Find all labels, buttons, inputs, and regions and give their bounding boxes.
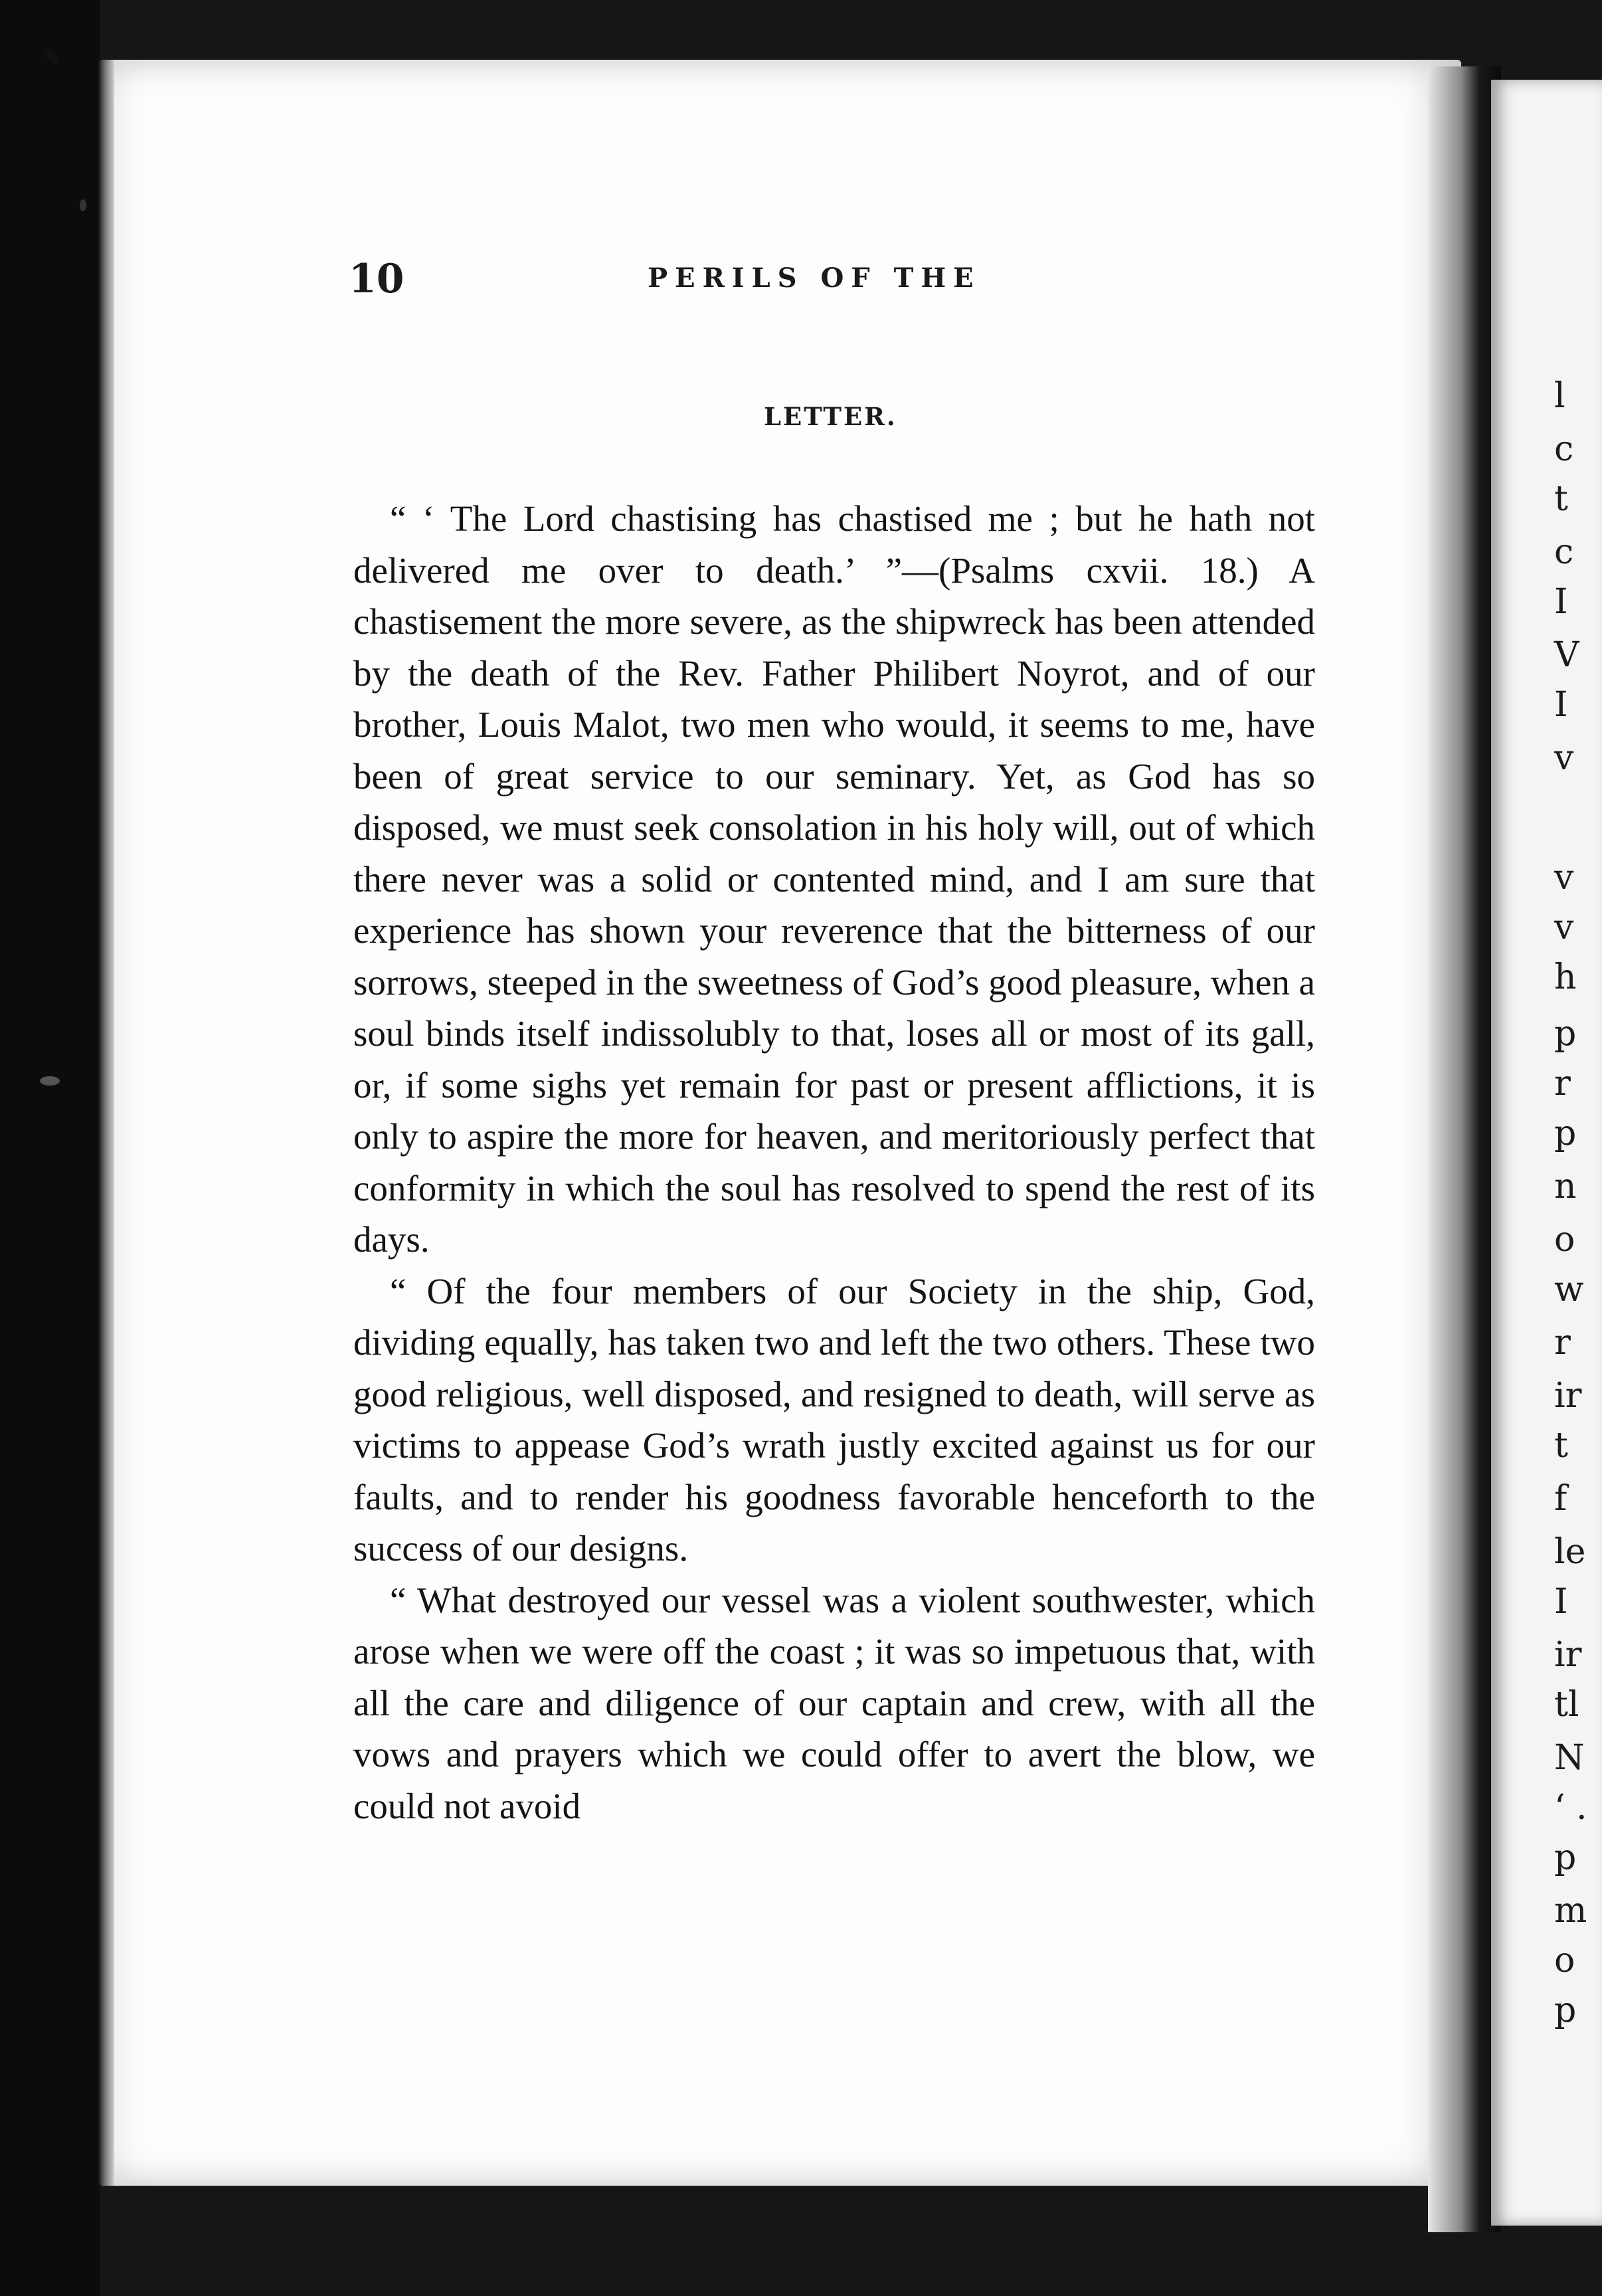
facing-page-fragment: I xyxy=(1554,685,1568,725)
book-gutter xyxy=(1428,66,1501,2232)
facing-page-fragment: p xyxy=(1554,1113,1577,1153)
page-edge xyxy=(100,60,114,2186)
facing-page-fragment: t xyxy=(1554,479,1568,519)
facing-page-fragment: v xyxy=(1554,908,1574,947)
facing-page-fragment: r xyxy=(1554,1323,1571,1363)
page-number: 10 xyxy=(349,256,404,302)
facing-page-fragment: ‘ . xyxy=(1554,1788,1587,1828)
facing-page-fragment: p xyxy=(1554,1990,1577,2030)
paragraph: “ What destroyed our vessel was a violent southwester, which arose when we were off the coast ; it was so impetuous that, with all the care and diligence of our captain and crew, with all the vows and prayers which we could offer to avert the blow, we could not avoid xyxy=(353,1579,1315,1826)
facing-page-fragment: l xyxy=(1554,376,1565,416)
facing-page-fragment: I xyxy=(1554,1582,1568,1622)
paragraph: “ ‘ The Lord chastising has chastised me ; but he hath not delivered me over to death.’ ”—(Psalms cxvii. 18.) A chastisement the more severe, as the shipwreck has been attended by the death of the Rev. Father Philibert Noyrot, and of our brother, Louis Malot, two men who would, it seems to me, have been of great service to our seminary. Yet, as God has so disposed, we must seek consolation in his holy will, out of which there never was a solid or contented mind, and I am sure that experience has shown your reverence that the bitterness of our sorrows, steeped in the sweetness of God’s good pleasure, when a soul binds itself indissolubly to that, loses all or most of its gall, or, if some sighs yet remain for past or present afflictions, it is only to aspire the more for heaven, and meritoriously perfect that conformity in which the soul has resolved to spend the rest of its days. xyxy=(353,498,1315,1260)
scan-speck xyxy=(80,199,86,211)
facing-page-fragment: o xyxy=(1554,1941,1575,1980)
facing-page-fragment: c xyxy=(1554,532,1574,572)
scan-left-margin xyxy=(0,0,100,2296)
facing-page-fragment: f xyxy=(1554,1479,1567,1519)
running-title: PERILS OF THE xyxy=(648,262,981,294)
facing-page-fragment: p xyxy=(1554,1838,1577,1877)
facing-page-fragment: v xyxy=(1554,858,1574,898)
facing-page-fragment: m xyxy=(1554,1891,1587,1931)
facing-page-fragment: n xyxy=(1554,1167,1577,1206)
scan-speck xyxy=(40,1076,60,1086)
facing-page-fragment: N xyxy=(1554,1738,1585,1778)
facing-page-fragment: p xyxy=(1554,1014,1577,1054)
facing-page-fragment: ir xyxy=(1554,1635,1582,1675)
facing-page-fragment: t xyxy=(1554,1426,1568,1466)
facing-page xyxy=(1491,80,1602,2226)
facing-page-fragment: r xyxy=(1554,1064,1571,1103)
facing-page-fragment: tl xyxy=(1554,1685,1579,1725)
facing-page-fragment: ir xyxy=(1554,1376,1582,1416)
facing-page-fragment: w xyxy=(1554,1270,1584,1309)
paragraph: “ Of the four members of our Society in the ship, God, dividing equally, has taken two and left the two others. These two good religious, well disposed, and resigned to death, will serve as victims to appease God’s wrath justly excited against us for our faults, and to render his goodness favorable henceforth to the success of our designs. xyxy=(353,1270,1315,1569)
facing-page-fragment: o xyxy=(1554,1220,1575,1260)
facing-page-fragment: c xyxy=(1554,429,1574,469)
letter-body xyxy=(353,493,1315,1832)
running-head xyxy=(349,256,1325,309)
section-heading: LETTER. xyxy=(764,402,897,431)
facing-page-fragment: le xyxy=(1554,1532,1586,1572)
facing-page-fragment: v xyxy=(1554,738,1574,778)
facing-page-fragment: I xyxy=(1554,582,1568,622)
facing-page-fragment: h xyxy=(1554,957,1577,997)
facing-page-fragment: V xyxy=(1554,635,1579,675)
